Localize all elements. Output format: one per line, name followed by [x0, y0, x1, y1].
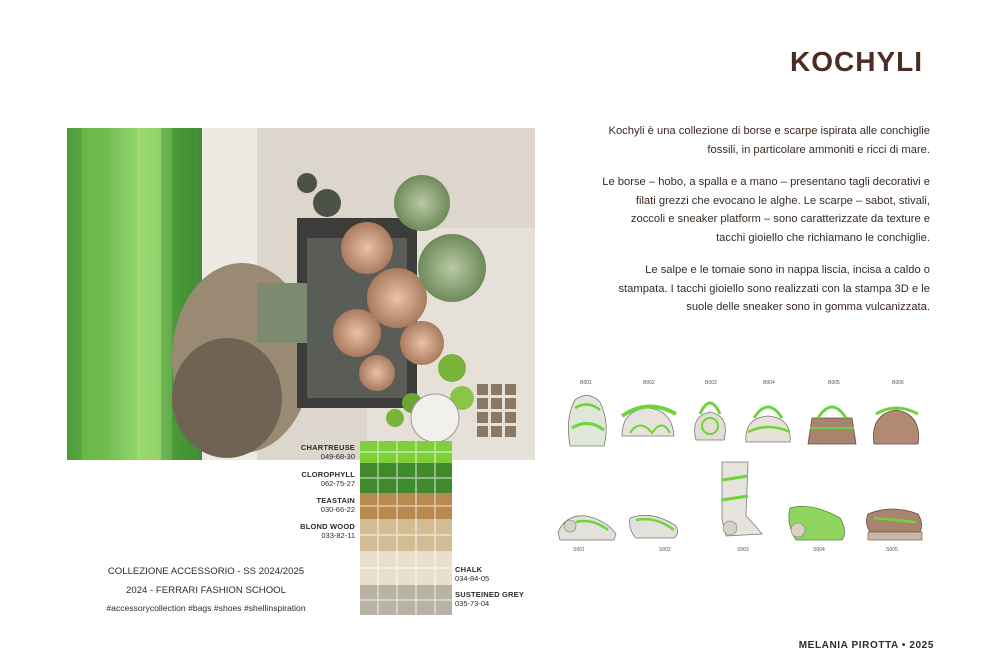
swatch-label-blond-wood: [280, 522, 355, 540]
bag-code-b005: B005: [828, 380, 840, 386]
shoe-sketches: [556, 460, 936, 545]
shoe-code-s005: S005: [886, 547, 898, 553]
swatch-name: BLOND WOOD: [300, 522, 355, 531]
shoe-s005-sketch: [866, 509, 922, 540]
bag-b006-sketch: [873, 408, 918, 444]
swatch-name: CHARTREUSE: [300, 443, 355, 452]
collection-season: COLLEZIONE ACCESSORIO - SS 2024/2025: [107, 566, 305, 577]
designer-credit: MELANIA PIROTTA • 2025: [798, 640, 934, 651]
bag-b005-sketch: [808, 407, 856, 444]
swatch-label-chalk: [455, 565, 535, 583]
swatch-name: TEASTAIN: [316, 496, 355, 505]
shoe-s004-sketch: [789, 506, 845, 540]
shoe-code-s001: S001: [573, 547, 585, 553]
color-palette-swatches: [360, 441, 452, 615]
description-paragraph-3: Le salpe e le tomaie sono in nappa liscia, incisa a caldo o stampata. I tacchi gioiello sono realizzati con la stampa 3D e le suole delle sneaker sono in gomma vulcanizzata.: [618, 264, 930, 313]
swatch-code: 049-68-30: [320, 452, 355, 461]
bag-code-b001: B001: [580, 380, 592, 386]
bag-b003-sketch: [695, 403, 726, 440]
swatch-code: 062-75-27: [320, 479, 355, 488]
swatch-name: CLOROPHYLL: [301, 470, 355, 479]
swatch-code: 030-66-22: [320, 505, 355, 514]
shoe-code-s003: S003: [737, 547, 749, 553]
bag-code-b006: B006: [892, 380, 904, 386]
bag-code-b003: B003: [705, 380, 717, 386]
collection-hashtags: #accessorycollection #bags #shoes #shellinspiration: [106, 603, 306, 613]
bag-code-b004: B004: [763, 380, 775, 386]
collection-title: KOCHYLI: [790, 46, 923, 77]
swatch-name: CHALK: [455, 565, 483, 574]
swatch-code: 033-82-11: [321, 531, 355, 540]
shoe-code-s002: S002: [659, 547, 671, 553]
collection-school: 2024 - FERRARI FASHION SCHOOL: [126, 585, 286, 596]
swatch-label-teastain: [280, 496, 355, 514]
bag-b002-sketch: [622, 406, 676, 436]
bag-b004-sketch: [746, 407, 790, 442]
swatch-code: 035-73-04: [455, 599, 490, 608]
shoe-s002-sketch: [630, 515, 678, 538]
bag-b001-sketch: [568, 395, 606, 446]
swatch-label-susteined-grey: [455, 590, 535, 608]
swatch-label-clorophyll: [280, 470, 355, 488]
description-paragraph-2: Le borse – hobo, a spalla e a mano – presentano tagli decorativi e filati grezzi che evocano le alghe. Le scarpe – sabot, stivali, zoccoli e sneaker platform – sono caratterizzate da texture e tacchi gioiello che richiamano le conchiglie.: [602, 176, 930, 244]
swatch-label-chartreuse: [280, 443, 355, 461]
bag-sketches: [560, 388, 930, 453]
shoe-s003-sketch: [722, 462, 762, 536]
swatch-code: 034-84-05: [455, 574, 490, 583]
moodboard-collage: [67, 128, 535, 460]
collection-description: [600, 122, 930, 331]
shoe-code-s004: S004: [813, 547, 825, 553]
shoe-s001-sketch: [558, 516, 616, 540]
description-paragraph-1: Kochyli è una collezione di borse e scarpe ispirata alle conchiglie fossili, in particolare ammoniti e ricci di mare.: [608, 125, 930, 156]
bag-code-b002: B002: [643, 380, 655, 386]
swatch-name: SUSTEINED GREY: [455, 590, 525, 599]
